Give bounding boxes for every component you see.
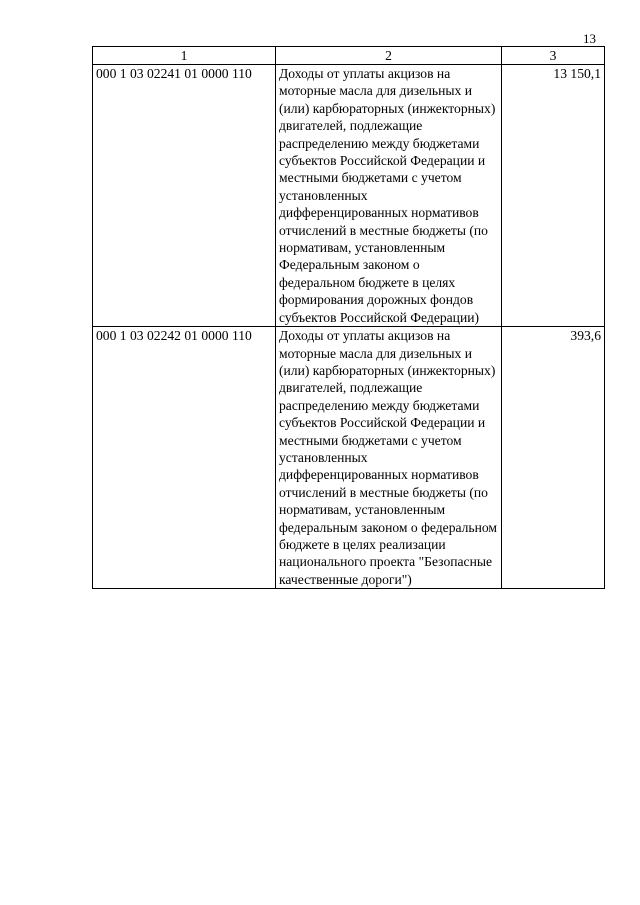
table-header-row xyxy=(93,47,605,65)
revenue-amount-cell: 13 150,1 xyxy=(502,65,605,327)
table-row xyxy=(93,327,605,589)
column-header-3: 3 xyxy=(502,47,605,65)
column-header-1: 1 xyxy=(93,47,276,65)
revenue-code-cell: 000 1 03 02242 01 0000 110 xyxy=(93,327,276,589)
table-row xyxy=(93,65,605,327)
column-header-2: 2 xyxy=(276,47,502,65)
budget-revenue-table xyxy=(92,46,605,589)
revenue-description-cell: Доходы от уплаты акцизов на моторные масла для дизельных и (или) карбюраторных (инжекторных) двигателей, подлежащие распределению между бюджетами субъектов Российской Федерации и местными бюджетами с учетом установленных дифференцированных нормативов отчислений в местные бюджеты (по нормативам, установленным федеральным законом о федеральном бюджете в целях реализации национального проекта "Безопасные качественные дороги") xyxy=(276,327,502,589)
page-number: 13 xyxy=(583,31,596,46)
revenue-amount-cell: 393,6 xyxy=(502,327,605,589)
revenue-description-cell: Доходы от уплаты акцизов на моторные масла для дизельных и (или) карбюраторных (инжекторных) двигателей, подлежащие распределению между бюджетами субъектов Российской Федерации и местными бюджетами с учетом установленных дифференцированных нормативов отчислений в местные бюджеты (по нормативам, установленным Федеральным законом о федеральном бюджете в целях формирования дорожных фондов субъектов Российской Федерации) xyxy=(276,65,502,327)
revenue-code-cell: 000 1 03 02241 01 0000 110 xyxy=(93,65,276,327)
